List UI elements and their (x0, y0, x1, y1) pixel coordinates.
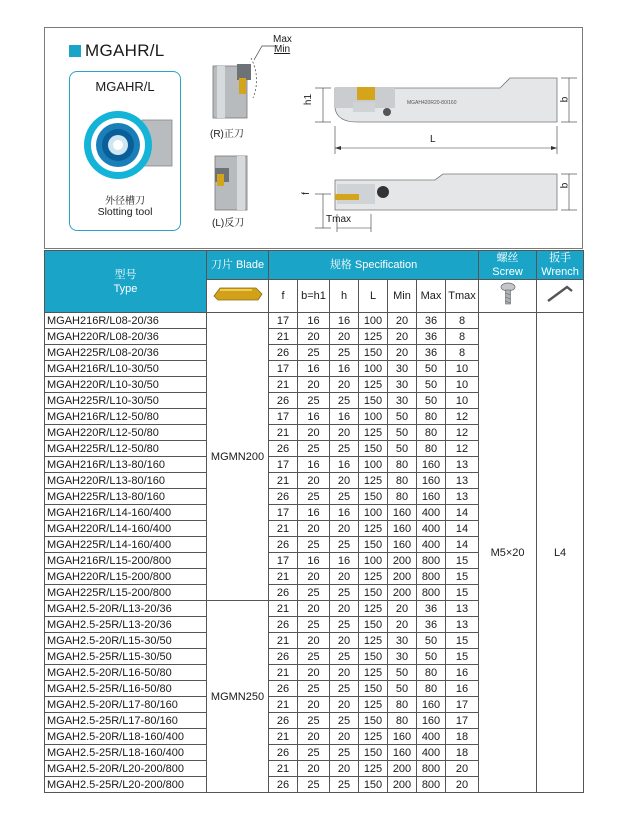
value-cell: 125 (359, 697, 388, 713)
value-cell: 50 (388, 681, 417, 697)
value-cell: 50 (417, 361, 446, 377)
value-cell: 50 (388, 665, 417, 681)
value-cell: 25 (330, 617, 359, 633)
value-cell: 100 (359, 313, 388, 329)
value-cell: 12 (446, 441, 479, 457)
value-cell: 20 (330, 521, 359, 537)
value-cell: 17 (269, 313, 298, 329)
type-cell: MGAH220R/L10-30/50 (45, 377, 207, 393)
right-hand-tool-icon (211, 58, 267, 120)
value-cell: 200 (388, 553, 417, 569)
value-cell: 200 (388, 569, 417, 585)
value-cell: 20 (298, 665, 330, 681)
value-cell: 16 (330, 361, 359, 377)
value-cell: 25 (298, 745, 330, 761)
value-cell: 20 (298, 569, 330, 585)
type-cell: MGAH216R/L08-20/36 (45, 313, 207, 329)
value-cell: 13 (446, 617, 479, 633)
value-cell: 15 (446, 585, 479, 601)
value-cell: 160 (388, 521, 417, 537)
value-cell: 21 (269, 521, 298, 537)
value-cell: 25 (330, 649, 359, 665)
value-cell: 16 (330, 457, 359, 473)
value-cell: 800 (417, 761, 446, 777)
blade-header: 刀片 Blade (207, 251, 269, 280)
value-cell: 25 (330, 681, 359, 697)
type-cell: MGAH220R/L15-200/800 (45, 569, 207, 585)
value-cell: 25 (298, 537, 330, 553)
wrench-icon (537, 280, 584, 313)
slotting-illustration (70, 100, 181, 195)
value-cell: 26 (269, 713, 298, 729)
value-cell: 20 (298, 633, 330, 649)
value-cell: 100 (359, 409, 388, 425)
type-cell: MGAH2.5-25R/L16-50/80 (45, 681, 207, 697)
value-cell: 150 (359, 649, 388, 665)
value-cell: 14 (446, 505, 479, 521)
dim-L-label: L (430, 134, 436, 145)
value-cell: 25 (330, 393, 359, 409)
value-cell: 17 (269, 505, 298, 521)
value-cell: 21 (269, 601, 298, 617)
series-title: MGAHR/L (69, 41, 165, 61)
type-cell: MGAH225R/L15-200/800 (45, 585, 207, 601)
column-header-h: h (330, 280, 359, 313)
value-cell: 13 (446, 489, 479, 505)
value-cell: 25 (298, 489, 330, 505)
inset-en-label: Slotting tool (97, 206, 153, 218)
value-cell: 36 (417, 601, 446, 617)
type-cell: MGAH225R/L13-80/160 (45, 489, 207, 505)
value-cell: 20 (388, 601, 417, 617)
blade-cell: MGMN200 (207, 313, 269, 601)
type-cell: MGAH2.5-25R/L15-30/50 (45, 649, 207, 665)
value-cell: 160 (417, 489, 446, 505)
value-cell: 30 (388, 393, 417, 409)
spec-header: 规格 Specification (269, 251, 479, 280)
value-cell: 25 (298, 393, 330, 409)
value-cell: 26 (269, 777, 298, 793)
value-cell: 16 (298, 313, 330, 329)
value-cell: 16 (298, 409, 330, 425)
value-cell: 26 (269, 345, 298, 361)
value-cell: 12 (446, 409, 479, 425)
value-cell: 21 (269, 473, 298, 489)
value-cell: 25 (298, 345, 330, 361)
blade-cell: MGMN250 (207, 601, 269, 793)
type-cell: MGAH220R/L08-20/36 (45, 329, 207, 345)
column-header-tmax: Tmax (446, 280, 479, 313)
value-cell: 15 (446, 649, 479, 665)
value-cell: 150 (359, 537, 388, 553)
value-cell: 20 (446, 777, 479, 793)
value-cell: 16 (330, 553, 359, 569)
value-cell: 80 (417, 425, 446, 441)
value-cell: 25 (298, 681, 330, 697)
value-cell: 80 (388, 697, 417, 713)
value-cell: 800 (417, 585, 446, 601)
value-cell: 20 (298, 729, 330, 745)
value-cell: 20 (330, 473, 359, 489)
value-cell: 16 (298, 553, 330, 569)
value-cell: 16 (330, 505, 359, 521)
value-cell: 20 (330, 761, 359, 777)
value-cell: 10 (446, 393, 479, 409)
column-header-bh1: b=h1 (298, 280, 330, 313)
value-cell: 25 (330, 745, 359, 761)
value-cell: 25 (330, 489, 359, 505)
value-cell: 400 (417, 537, 446, 553)
type-cell: MGAH2.5-25R/L18-160/400 (45, 745, 207, 761)
value-cell: 25 (298, 713, 330, 729)
value-cell: 26 (269, 681, 298, 697)
value-cell: 26 (269, 745, 298, 761)
value-cell: 125 (359, 329, 388, 345)
value-cell: 16 (330, 313, 359, 329)
type-cell: MGAH225R/L12-50/80 (45, 441, 207, 457)
value-cell: 16 (446, 665, 479, 681)
value-cell: 20 (330, 601, 359, 617)
value-cell: 18 (446, 729, 479, 745)
type-cell: MGAH216R/L14-160/400 (45, 505, 207, 521)
value-cell: 36 (417, 313, 446, 329)
type-cell: MGAH2.5-20R/L15-30/50 (45, 633, 207, 649)
type-cell: MGAH225R/L08-20/36 (45, 345, 207, 361)
accent-square-icon (69, 45, 81, 57)
value-cell: 800 (417, 569, 446, 585)
value-cell: 13 (446, 601, 479, 617)
value-cell: 17 (269, 409, 298, 425)
dim-min-label: Min (274, 44, 291, 55)
value-cell: 15 (446, 553, 479, 569)
type-cell: MGAH225R/L10-30/50 (45, 393, 207, 409)
value-cell: 100 (359, 505, 388, 521)
value-cell: 21 (269, 633, 298, 649)
value-cell: 36 (417, 617, 446, 633)
type-cell: MGAH216R/L10-30/50 (45, 361, 207, 377)
column-header-f: f (269, 280, 298, 313)
value-cell: 16 (298, 361, 330, 377)
value-cell: 25 (330, 441, 359, 457)
value-cell: 8 (446, 313, 479, 329)
wrench-cell: L4 (537, 313, 584, 793)
value-cell: 80 (417, 409, 446, 425)
value-cell: 21 (269, 377, 298, 393)
value-cell: 20 (330, 729, 359, 745)
table-row (45, 313, 584, 329)
value-cell: 150 (359, 745, 388, 761)
spec-table (44, 250, 584, 793)
value-cell: 14 (446, 537, 479, 553)
dim-h1-label: h1 (303, 93, 315, 106)
value-cell: 14 (446, 521, 479, 537)
value-cell: 17 (446, 713, 479, 729)
value-cell: 20 (330, 697, 359, 713)
value-cell: 25 (330, 713, 359, 729)
type-cell: MGAH220R/L13-80/160 (45, 473, 207, 489)
value-cell: 16 (330, 409, 359, 425)
type-cell: MGAH2.5-20R/L17-80/160 (45, 697, 207, 713)
value-cell: 20 (298, 521, 330, 537)
value-cell: 125 (359, 425, 388, 441)
value-cell: 16 (446, 681, 479, 697)
value-cell: 50 (417, 649, 446, 665)
type-cell: MGAH216R/L15-200/800 (45, 553, 207, 569)
screw-icon (479, 280, 537, 313)
value-cell: 17 (269, 361, 298, 377)
value-cell: 50 (417, 633, 446, 649)
slotting-tool-inset (69, 71, 181, 231)
value-cell: 100 (359, 361, 388, 377)
value-cell: 25 (298, 585, 330, 601)
value-cell: 20 (388, 345, 417, 361)
value-cell: 30 (388, 361, 417, 377)
value-cell: 21 (269, 425, 298, 441)
value-cell: 125 (359, 665, 388, 681)
value-cell: 400 (417, 505, 446, 521)
value-cell: 400 (417, 521, 446, 537)
value-cell: 25 (298, 649, 330, 665)
value-cell: 125 (359, 729, 388, 745)
value-cell: 160 (417, 473, 446, 489)
value-cell: 150 (359, 345, 388, 361)
value-cell: 10 (446, 377, 479, 393)
type-cell: MGAH216R/L12-50/80 (45, 409, 207, 425)
value-cell: 200 (388, 761, 417, 777)
value-cell: 400 (417, 729, 446, 745)
value-cell: 150 (359, 777, 388, 793)
column-header-l: L (359, 280, 388, 313)
dim-max-label: Max (273, 34, 292, 45)
value-cell: 200 (388, 777, 417, 793)
value-cell: 50 (417, 377, 446, 393)
dim-b-label-bottom: b (559, 182, 571, 189)
value-cell: 20 (330, 377, 359, 393)
value-cell: 13 (446, 473, 479, 489)
value-cell: 400 (417, 745, 446, 761)
value-cell: 160 (417, 713, 446, 729)
type-cell: MGAH2.5-20R/L18-160/400 (45, 729, 207, 745)
value-cell: 150 (359, 681, 388, 697)
value-cell: 150 (359, 713, 388, 729)
dim-f-label: f (300, 192, 312, 195)
value-cell: 80 (388, 713, 417, 729)
inset-title: MGAHR/L (95, 79, 155, 94)
value-cell: 25 (330, 585, 359, 601)
value-cell: 18 (446, 745, 479, 761)
value-cell: 160 (417, 457, 446, 473)
value-cell: 20 (298, 377, 330, 393)
value-cell: 80 (417, 665, 446, 681)
value-cell: 16 (298, 457, 330, 473)
value-cell: 30 (388, 377, 417, 393)
value-cell: 21 (269, 729, 298, 745)
type-cell: MGAH2.5-25R/L17-80/160 (45, 713, 207, 729)
value-cell: 125 (359, 761, 388, 777)
value-cell: 36 (417, 345, 446, 361)
value-cell: 80 (388, 473, 417, 489)
dim-tmax-label: Tmax (326, 214, 351, 225)
value-cell: 17 (269, 457, 298, 473)
value-cell: 16 (298, 505, 330, 521)
type-cell: MGAH216R/L13-80/160 (45, 457, 207, 473)
type-cell: MGAH2.5-20R/L20-200/800 (45, 761, 207, 777)
value-cell: 36 (417, 329, 446, 345)
value-cell: 20 (330, 665, 359, 681)
value-cell: 26 (269, 585, 298, 601)
value-cell: 26 (269, 441, 298, 457)
value-cell: 50 (417, 393, 446, 409)
value-cell: 25 (330, 345, 359, 361)
value-cell: 125 (359, 377, 388, 393)
value-cell: 8 (446, 345, 479, 361)
tool-dimension-drawing (315, 50, 585, 235)
screw-cell: M5×20 (479, 313, 537, 793)
value-cell: 20 (298, 425, 330, 441)
value-cell: 20 (330, 329, 359, 345)
value-cell: 160 (388, 745, 417, 761)
value-cell: 30 (388, 649, 417, 665)
value-cell: 30 (388, 633, 417, 649)
value-cell: 160 (417, 697, 446, 713)
value-cell: 20 (388, 313, 417, 329)
value-cell: 13 (446, 457, 479, 473)
value-cell: 150 (359, 617, 388, 633)
value-cell: 100 (359, 457, 388, 473)
value-cell: 25 (298, 441, 330, 457)
value-cell: 17 (269, 553, 298, 569)
value-cell: 160 (388, 505, 417, 521)
value-cell: 21 (269, 665, 298, 681)
value-cell: 100 (359, 553, 388, 569)
value-cell: 17 (446, 697, 479, 713)
left-blade-label: (L)反刀 (212, 218, 245, 229)
value-cell: 20 (446, 761, 479, 777)
value-cell: 10 (446, 361, 479, 377)
value-cell: 125 (359, 473, 388, 489)
wrench-header: 扳手 Wrench (537, 251, 584, 280)
type-cell: MGAH220R/L14-160/400 (45, 521, 207, 537)
value-cell: 26 (269, 649, 298, 665)
value-cell: 25 (330, 537, 359, 553)
value-cell: 200 (388, 585, 417, 601)
type-cell: MGAH2.5-25R/L20-200/800 (45, 777, 207, 793)
value-cell: 21 (269, 329, 298, 345)
value-cell: 80 (388, 489, 417, 505)
value-cell: 26 (269, 617, 298, 633)
value-cell: 20 (298, 329, 330, 345)
value-cell: 50 (388, 425, 417, 441)
value-cell: 25 (298, 777, 330, 793)
value-cell: 160 (388, 729, 417, 745)
value-cell: 50 (388, 441, 417, 457)
right-blade-label: (R)正刀 (210, 129, 244, 140)
value-cell: 20 (298, 697, 330, 713)
value-cell: 20 (388, 617, 417, 633)
value-cell: 150 (359, 441, 388, 457)
max-min-leader (250, 44, 280, 64)
type-cell: MGAH220R/L12-50/80 (45, 425, 207, 441)
value-cell: 150 (359, 585, 388, 601)
value-cell: 20 (330, 633, 359, 649)
column-header-max: Max (417, 280, 446, 313)
value-cell: 125 (359, 521, 388, 537)
value-cell: 15 (446, 633, 479, 649)
value-cell: 20 (330, 569, 359, 585)
value-cell: 12 (446, 425, 479, 441)
inset-cn-label: 外径槽刀 (105, 196, 145, 207)
type-cell: MGAH2.5-20R/L13-20/36 (45, 601, 207, 617)
type-cell: MGAH2.5-20R/L16-50/80 (45, 665, 207, 681)
header-panel (44, 27, 583, 249)
screw-header: 螺丝 Screw (479, 251, 537, 280)
value-cell: 15 (446, 569, 479, 585)
value-cell: 20 (330, 425, 359, 441)
value-cell: 80 (417, 681, 446, 697)
value-cell: 20 (298, 473, 330, 489)
value-cell: 25 (330, 777, 359, 793)
value-cell: 150 (359, 393, 388, 409)
value-cell: 26 (269, 489, 298, 505)
value-cell: 21 (269, 697, 298, 713)
value-cell: 125 (359, 633, 388, 649)
value-cell: 26 (269, 393, 298, 409)
value-cell: 800 (417, 553, 446, 569)
tool-marking: MGAH420R20-80/160 (407, 100, 457, 106)
value-cell: 50 (388, 409, 417, 425)
type-header: 型号 Type (45, 251, 207, 313)
value-cell: 150 (359, 489, 388, 505)
dim-b-label-top: b (559, 96, 571, 103)
value-cell: 20 (388, 329, 417, 345)
value-cell: 125 (359, 569, 388, 585)
column-header-min: Min (388, 280, 417, 313)
value-cell: 21 (269, 569, 298, 585)
value-cell: 21 (269, 761, 298, 777)
left-hand-tool-icon (211, 154, 251, 212)
blade-insert-icon (207, 280, 269, 313)
value-cell: 8 (446, 329, 479, 345)
value-cell: 800 (417, 777, 446, 793)
value-cell: 20 (298, 761, 330, 777)
value-cell: 26 (269, 537, 298, 553)
value-cell: 20 (298, 601, 330, 617)
type-cell: MGAH2.5-25R/L13-20/36 (45, 617, 207, 633)
value-cell: 25 (298, 617, 330, 633)
value-cell: 125 (359, 601, 388, 617)
value-cell: 160 (388, 537, 417, 553)
type-cell: MGAH225R/L14-160/400 (45, 537, 207, 553)
value-cell: 80 (388, 457, 417, 473)
value-cell: 80 (417, 441, 446, 457)
